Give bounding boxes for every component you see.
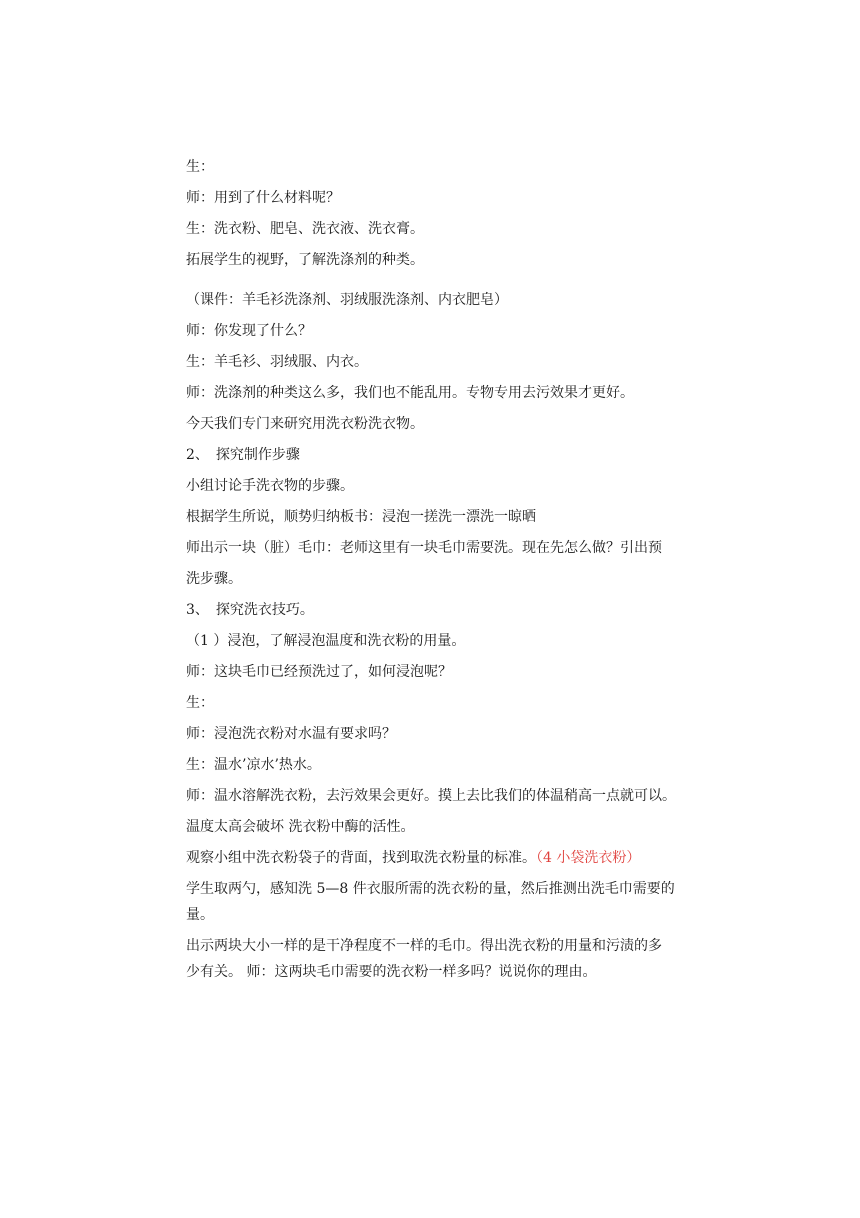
text-line: 生：洗衣粉、肥皂、洗衣液、洗衣膏。 bbox=[186, 221, 424, 237]
text-line: 师：洗涤剂的种类这么多，我们也不能乱用。专物专用去污效果才更好。 bbox=[186, 385, 634, 401]
red-note: （4 小袋洗衣粉） bbox=[536, 850, 641, 866]
section-heading: 3、 探究洗衣技巧。 bbox=[186, 602, 314, 618]
text-line: 温度太高会破坏 洗衣粉中酶的活性。 bbox=[186, 819, 415, 835]
subsection-heading: （1 ）浸泡，了解浸泡温度和洗衣粉的用量。 bbox=[186, 633, 466, 649]
text-line: 生： bbox=[186, 695, 214, 711]
section-heading: 2、 探究制作步骤 bbox=[186, 447, 300, 463]
text-line: 师：这块毛巾已经预洗过了，如何浸泡呢？ bbox=[186, 664, 452, 680]
text-line: 洗步骤。 bbox=[186, 571, 242, 587]
text-line: 师：用到了什么材料呢？ bbox=[186, 190, 340, 206]
text-line: 学生取两勺，感知洗 5—8 件衣服所需的洗衣粉的量，然后推测出洗毛巾需要的 bbox=[186, 881, 675, 897]
text-line: （课件：羊毛衫洗涤剂、羽绒服洗涤剂、内衣肥皂） bbox=[186, 292, 508, 308]
text-line bbox=[186, 849, 686, 867]
text-line: 少有关。 师：这两块毛巾需要的洗衣粉一样多吗？说说你的理由。 bbox=[186, 964, 597, 980]
text-line: 根据学生所说，顺势归纳板书：浸泡一搓洗一漂洗一晾晒 bbox=[186, 509, 536, 525]
text-line-main: 观察小组中洗衣粉袋子的背面，找到取洗衣粉量的标准。 bbox=[186, 850, 536, 866]
text-line: 生： bbox=[186, 159, 214, 175]
text-line: 生：羊毛衫、羽绒服、内衣。 bbox=[186, 354, 368, 370]
text-line: 小组讨论手洗衣物的步骤。 bbox=[186, 478, 354, 494]
text-line: 量。 bbox=[186, 907, 214, 923]
text-line: 拓展学生的视野，了解洗涤剂的种类。 bbox=[186, 252, 424, 268]
text-line: 师：浸泡洗衣粉对水温有要求吗？ bbox=[186, 726, 396, 742]
text-line: 出示两块大小一样的是干净程度不一样的毛巾。得出洗衣粉的用量和污渍的多 bbox=[186, 938, 662, 954]
document-body bbox=[186, 158, 686, 994]
text-line: 师：温水溶解洗衣粉，去污效果会更好。摸上去比我们的体温稍高一点就可以。 bbox=[186, 788, 676, 804]
text-line: 今天我们专门来研究用洗衣粉洗衣物。 bbox=[186, 416, 424, 432]
text-line: 生：温水’凉水’热水。 bbox=[186, 757, 321, 773]
text-line: 师出示一块（脏）毛巾：老师这里有一块毛巾需要洗。现在先怎么做？引出预 bbox=[186, 540, 662, 556]
text-line: 师：你发现了什么？ bbox=[186, 323, 312, 339]
